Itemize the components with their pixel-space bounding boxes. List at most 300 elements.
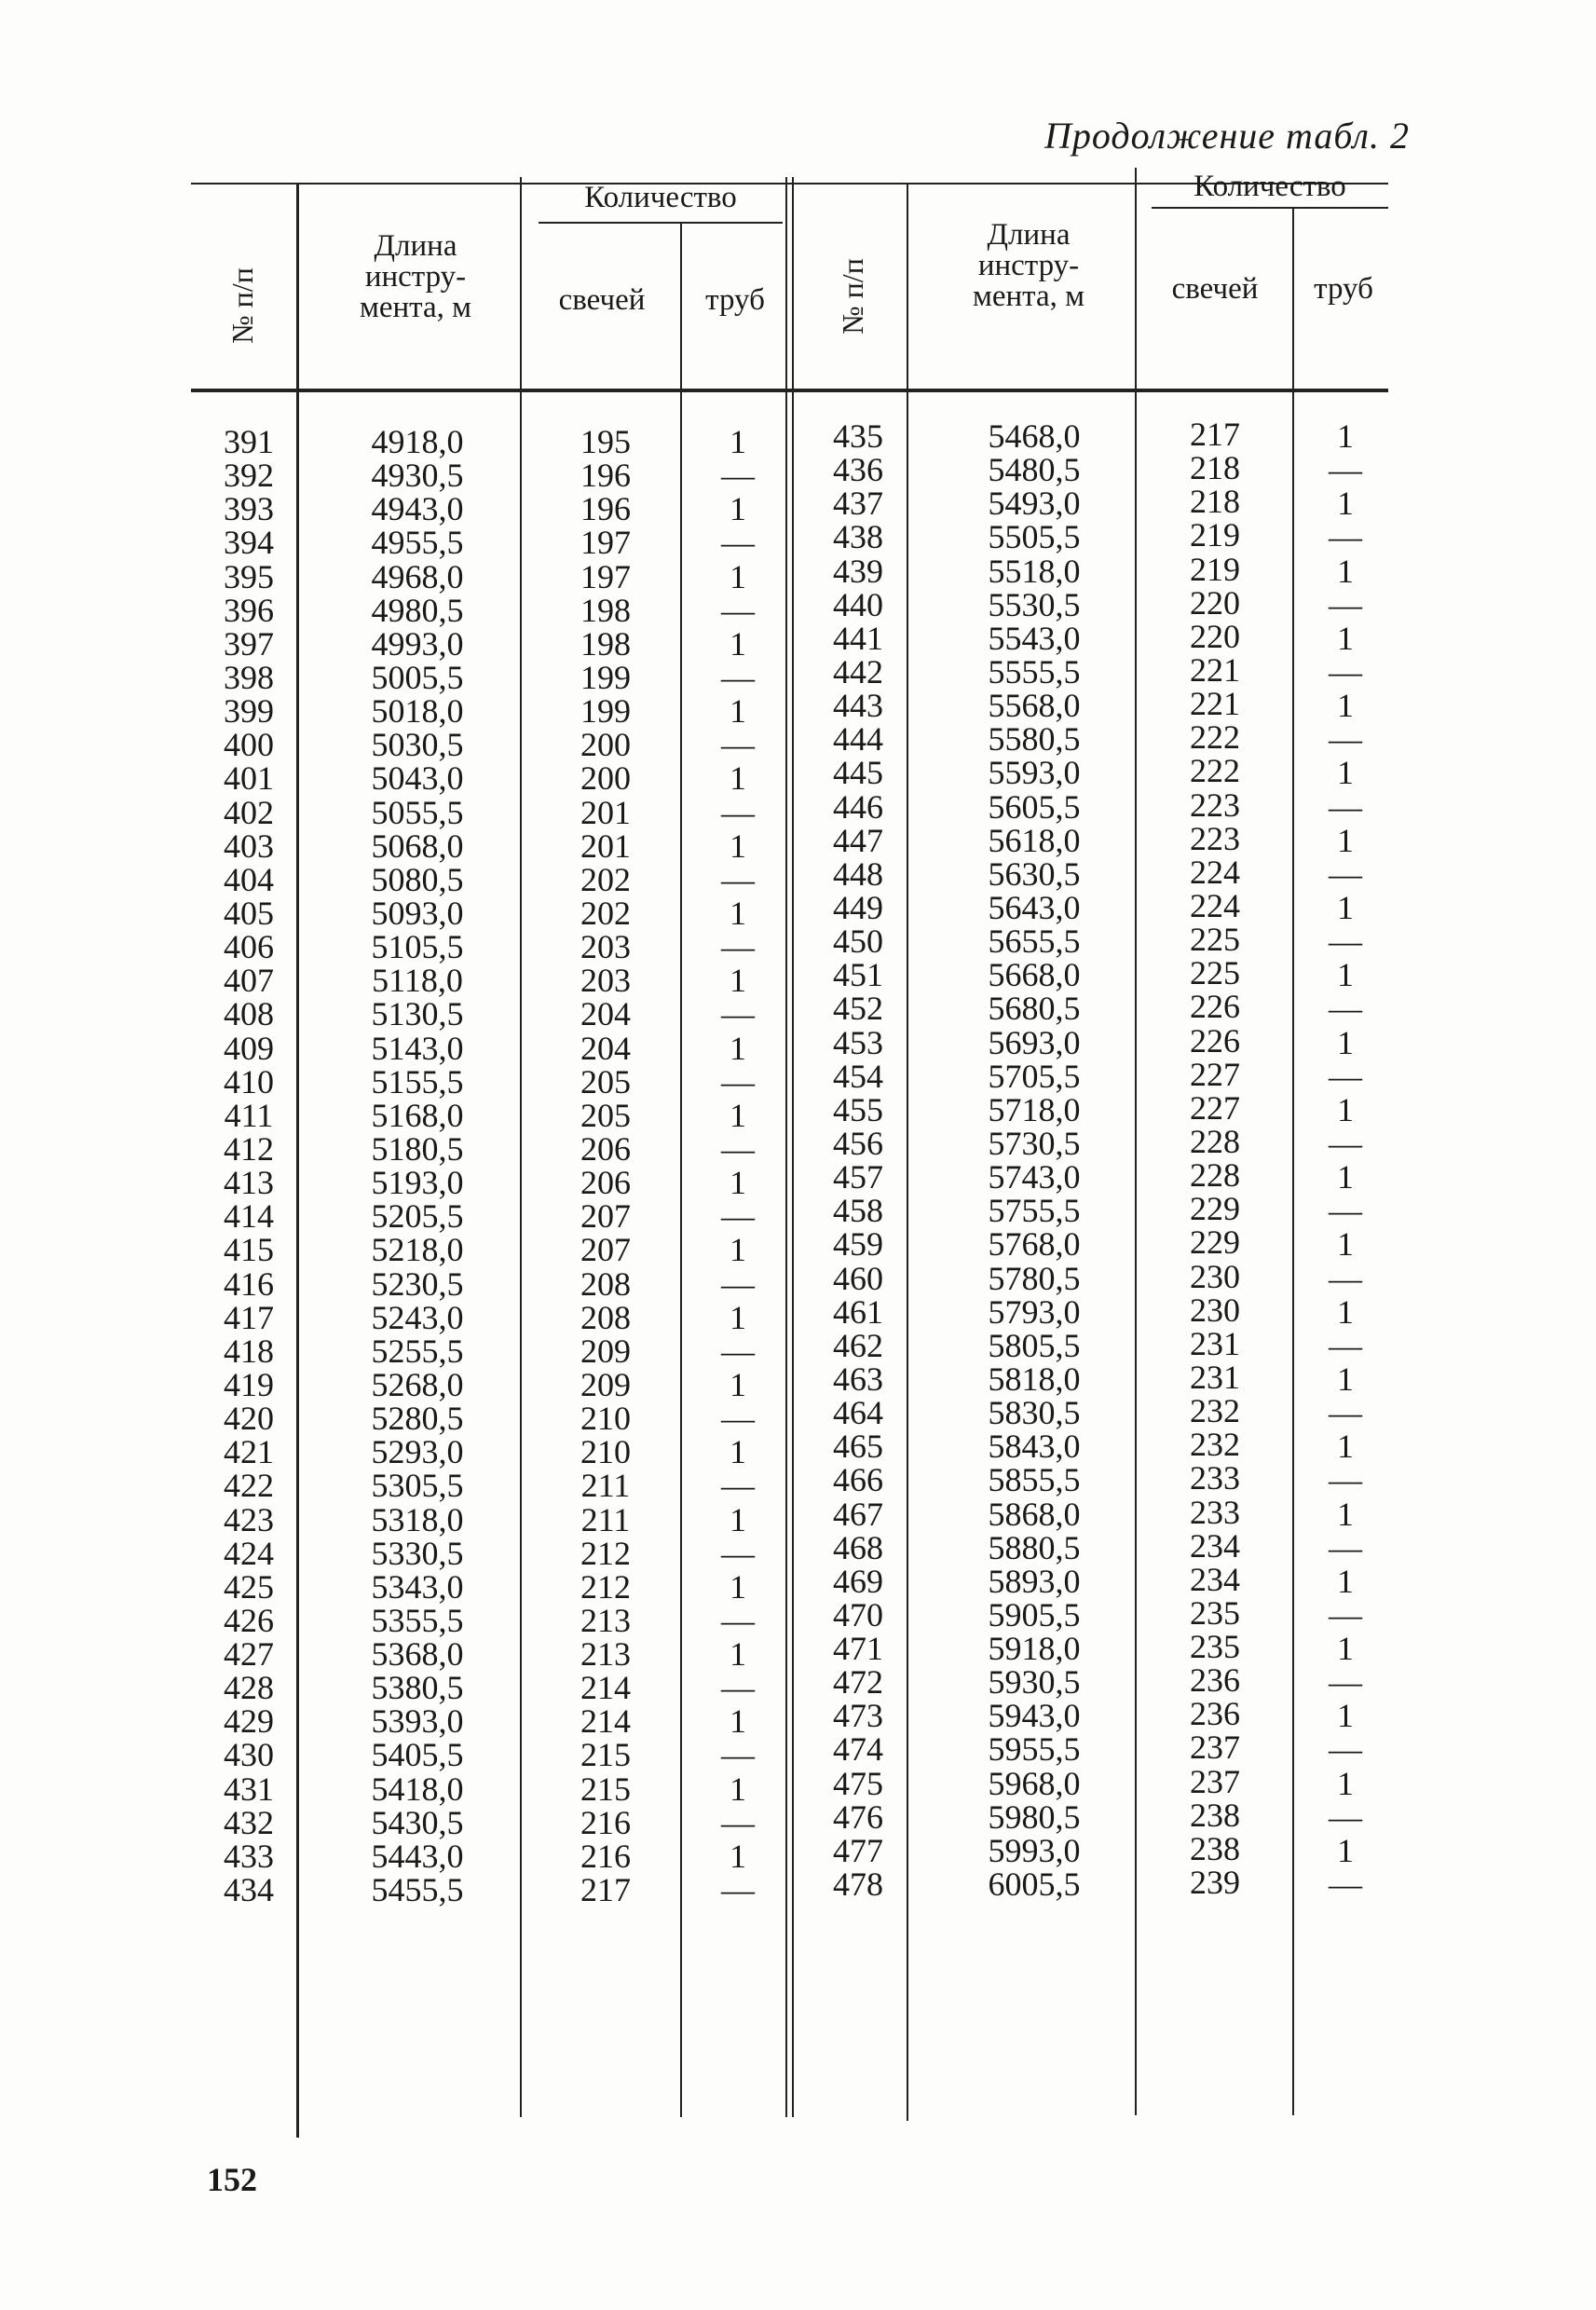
- table-cell: —: [721, 860, 755, 898]
- table-cell: 207: [580, 1197, 631, 1236]
- table-cell: —: [1329, 1528, 1362, 1566]
- table-cell: 226: [1190, 988, 1240, 1026]
- table-cell: 5618,0: [988, 821, 1081, 859]
- table-cell: 5843,0: [988, 1428, 1081, 1466]
- table-cell: 1: [1337, 619, 1354, 657]
- table-cell: 216: [580, 1803, 631, 1841]
- table-cell: 218: [1190, 483, 1240, 521]
- table-cell: 470: [833, 1595, 883, 1633]
- table-cell: 5155,5: [371, 1062, 464, 1100]
- table-cell: 430: [224, 1736, 274, 1774]
- table-cell: 472: [833, 1663, 883, 1702]
- table-cell: 225: [1190, 954, 1240, 992]
- table-cell: 232: [1190, 1426, 1240, 1464]
- table-cell: —: [1329, 1866, 1362, 1904]
- table-cell: 424: [224, 1534, 274, 1572]
- table-cell: 4993,0: [371, 624, 464, 663]
- table-cell: 1: [1337, 1428, 1354, 1466]
- table-cell: 416: [224, 1264, 274, 1303]
- table-cell: 423: [224, 1500, 274, 1538]
- table-cell: 407: [224, 962, 274, 1000]
- table-cell: 5118,0: [372, 962, 463, 1000]
- header-num-left: № п/п: [225, 267, 259, 344]
- table-cell: 237: [1190, 1762, 1240, 1800]
- table-cell: 5018,0: [371, 692, 464, 731]
- table-cell: 207: [580, 1231, 631, 1269]
- table-cell: 205: [580, 1096, 631, 1134]
- table-cell: 1: [1337, 821, 1354, 859]
- table-cell: 1: [1337, 1225, 1354, 1264]
- table-cell: 421: [224, 1433, 274, 1471]
- table-cell: 5805,5: [988, 1326, 1081, 1364]
- table-cell: 234: [1190, 1560, 1240, 1598]
- table-cell: 5255,5: [371, 1332, 464, 1370]
- table-cell: 4955,5: [371, 524, 464, 562]
- table-cell: 5443,0: [371, 1837, 464, 1875]
- table-cell: 233: [1190, 1459, 1240, 1497]
- table-cell: 414: [224, 1197, 274, 1236]
- table-cell: 5605,5: [988, 787, 1081, 826]
- table-cell: 426: [224, 1601, 274, 1639]
- table-cell: 230: [1190, 1291, 1240, 1329]
- table-cell: 455: [833, 1090, 883, 1128]
- table-cell: 209: [580, 1332, 631, 1370]
- table-cell: 466: [833, 1461, 883, 1499]
- table-cell: 206: [580, 1129, 631, 1168]
- table-cell: 449: [833, 888, 883, 926]
- table-cell: —: [1329, 1057, 1362, 1095]
- table-cell: —: [721, 1264, 755, 1303]
- table-cell: 5643,0: [988, 888, 1081, 926]
- table-cell: 473: [833, 1697, 883, 1735]
- table-cell: 5180,5: [371, 1129, 464, 1168]
- table-cell: 442: [833, 652, 883, 690]
- left-length-column: [343, 425, 492, 1907]
- table-cell: 1: [1337, 485, 1354, 523]
- left-num-column: [207, 425, 291, 1907]
- table-cell: 204: [580, 1029, 631, 1067]
- table-cell: 1: [730, 624, 746, 663]
- table-cell: 1: [1337, 417, 1354, 455]
- table-cell: 201: [580, 793, 631, 831]
- table-cell: —: [1329, 1259, 1362, 1297]
- table-cell: 446: [833, 787, 883, 826]
- table-cell: 196: [580, 490, 631, 528]
- table-cell: 445: [833, 754, 883, 792]
- table-cell: 223: [1190, 786, 1240, 824]
- table-cell: 1: [730, 894, 746, 932]
- table-cell: 5355,5: [371, 1601, 464, 1639]
- table-cell: 211: [580, 1500, 631, 1538]
- table-cell: 203: [580, 928, 631, 966]
- table-cell: 228: [1190, 1122, 1240, 1160]
- table-cell: 465: [833, 1428, 883, 1466]
- table-cell: —: [1329, 787, 1362, 826]
- table-cell: 1: [730, 827, 746, 865]
- table-cell: 464: [833, 1394, 883, 1432]
- table-cell: 217: [1190, 416, 1240, 453]
- table-cell: —: [1329, 1797, 1362, 1836]
- right-pipes-column: [1317, 417, 1373, 1904]
- table-cell: 233: [1190, 1493, 1240, 1531]
- table-cell: 5993,0: [988, 1831, 1081, 1869]
- table-cell: 459: [833, 1225, 883, 1264]
- table-cell: 197: [580, 557, 631, 595]
- table-cell: —: [1329, 518, 1362, 556]
- table-cell: 453: [833, 1023, 883, 1061]
- table-cell: 222: [1190, 752, 1240, 790]
- table-cell: 5468,0: [988, 417, 1081, 455]
- table-cell: 463: [833, 1360, 883, 1398]
- table-cell: 1: [730, 1500, 746, 1538]
- table-cell: 229: [1190, 1223, 1240, 1262]
- table-cell: 218: [1190, 449, 1240, 487]
- table-cell: 444: [833, 720, 883, 759]
- table-cell: 5168,0: [371, 1096, 464, 1134]
- table-cell: —: [721, 591, 755, 629]
- table-cell: 213: [580, 1601, 631, 1639]
- table-cell: 468: [833, 1528, 883, 1566]
- table-cell: 214: [580, 1669, 631, 1707]
- table-cell: 5030,5: [371, 726, 464, 764]
- rule-after-length-left: [520, 177, 522, 2117]
- table-cell: 5955,5: [988, 1730, 1081, 1769]
- table-cell: 5768,0: [988, 1225, 1081, 1264]
- table-cell: 448: [833, 854, 883, 893]
- table-cell: 5243,0: [371, 1298, 464, 1336]
- table-cell: 5680,5: [988, 990, 1081, 1028]
- table-cell: 457: [833, 1158, 883, 1196]
- table-cell: 5968,0: [988, 1764, 1081, 1802]
- table-cell: 228: [1190, 1156, 1240, 1195]
- table-cell: 454: [833, 1057, 883, 1095]
- table-cell: 214: [580, 1702, 631, 1741]
- table-cell: 433: [224, 1837, 274, 1875]
- table-cell: 201: [580, 827, 631, 865]
- table-cell: 1: [730, 1567, 746, 1606]
- table-cell: 5080,5: [371, 860, 464, 898]
- right-length-column: [960, 417, 1109, 1904]
- table-cell: 5668,0: [988, 956, 1081, 994]
- table-cell: —: [1329, 854, 1362, 893]
- table-cell: 5305,5: [371, 1467, 464, 1505]
- table-cell: 415: [224, 1231, 274, 1269]
- table-cell: 439: [833, 552, 883, 590]
- table-cell: —: [721, 1669, 755, 1707]
- table-cell: 469: [833, 1562, 883, 1600]
- table-cell: 418: [224, 1332, 274, 1370]
- table-cell: 460: [833, 1259, 883, 1297]
- table-cell: 431: [224, 1770, 274, 1808]
- table-cell: 467: [833, 1495, 883, 1533]
- table-cell: 427: [224, 1635, 274, 1674]
- table-cell: 452: [833, 990, 883, 1028]
- table-cell: 408: [224, 995, 274, 1033]
- table-cell: 5193,0: [371, 1164, 464, 1202]
- table-cell: 230: [1190, 1257, 1240, 1295]
- table-cell: 1: [730, 1096, 746, 1134]
- table-cell: 5430,5: [371, 1803, 464, 1841]
- table-cell: 5593,0: [988, 754, 1081, 792]
- table-cell: 202: [580, 860, 631, 898]
- rule-after-length-right: [1135, 168, 1137, 2115]
- table-cell: 213: [580, 1635, 631, 1674]
- table-cell: —: [1329, 1192, 1362, 1230]
- table-cell: 200: [580, 726, 631, 764]
- table-cell: —: [721, 457, 755, 495]
- table-cell: 428: [224, 1669, 274, 1707]
- table-cell: —: [721, 1129, 755, 1168]
- table-cell: 5530,5: [988, 585, 1081, 623]
- table-cell: 475: [833, 1764, 883, 1802]
- table-cell: 4968,0: [371, 557, 464, 595]
- table-cell: 199: [580, 692, 631, 731]
- table-cell: —: [1329, 1595, 1362, 1633]
- table-cell: 474: [833, 1730, 883, 1769]
- table-cell: 438: [833, 518, 883, 556]
- table-cell: 1: [730, 557, 746, 595]
- table-cell: 234: [1190, 1526, 1240, 1565]
- table-cell: 212: [580, 1567, 631, 1606]
- table-cell: 395: [224, 557, 274, 595]
- table-cell: 440: [833, 585, 883, 623]
- table-cell: 417: [224, 1298, 274, 1336]
- table-cell: 206: [580, 1164, 631, 1202]
- table-cell: 393: [224, 490, 274, 528]
- table-cell: 5555,5: [988, 652, 1081, 690]
- table-cell: 5743,0: [988, 1158, 1081, 1196]
- table-cell: 197: [580, 524, 631, 562]
- table-cell: 5055,5: [371, 793, 464, 831]
- table-cell: 413: [224, 1164, 274, 1202]
- table-cell: 400: [224, 726, 274, 764]
- table-cell: —: [1329, 1730, 1362, 1769]
- table-cell: 1: [730, 1231, 746, 1269]
- table-cell: —: [721, 1062, 755, 1100]
- table-cell: —: [1329, 1394, 1362, 1432]
- table-cell: 458: [833, 1192, 883, 1230]
- table-cell: 4930,5: [371, 457, 464, 495]
- table-cell: —: [721, 793, 755, 831]
- table-cell: 6005,5: [988, 1866, 1081, 1904]
- table-cell: 231: [1190, 1324, 1240, 1362]
- header-quantity-left: Количество: [584, 181, 737, 214]
- table-cell: 1: [1337, 1495, 1354, 1533]
- table-cell: 447: [833, 821, 883, 859]
- table-cell: 402: [224, 793, 274, 831]
- table-cell: 238: [1190, 1796, 1240, 1834]
- table-cell: 239: [1190, 1864, 1240, 1902]
- table-cell: 5793,0: [988, 1292, 1081, 1331]
- table-cell: 1: [1337, 1630, 1354, 1668]
- quantity-subrule-right: [1152, 207, 1388, 209]
- table-cell: 392: [224, 457, 274, 495]
- table-cell: 5368,0: [371, 1635, 464, 1674]
- table-cell: 5580,5: [988, 720, 1081, 759]
- table-cell: 1: [1337, 1090, 1354, 1128]
- double-rule-b: [792, 177, 794, 2117]
- table-cell: 419: [224, 1365, 274, 1403]
- table-cell: 5905,5: [988, 1595, 1081, 1633]
- table-cell: 391: [224, 423, 274, 460]
- table-caption: Продолжение табл. 2: [1044, 115, 1410, 157]
- table-cell: 217: [580, 1871, 631, 1909]
- table-cell: 1: [730, 692, 746, 731]
- table-cell: 208: [580, 1264, 631, 1303]
- table-cell: 1: [1337, 1697, 1354, 1735]
- header-stands-right: свечей: [1171, 272, 1259, 306]
- table-cell: 5393,0: [371, 1702, 464, 1741]
- table-cell: 5093,0: [371, 894, 464, 932]
- table-cell: 403: [224, 827, 274, 865]
- header-num-right: № п/п: [836, 258, 869, 335]
- table-cell: 5330,5: [371, 1534, 464, 1572]
- table-cell: 5130,5: [371, 995, 464, 1033]
- table-cell: 1: [730, 1702, 746, 1741]
- table-cell: 5893,0: [988, 1562, 1081, 1600]
- table-cell: —: [1329, 585, 1362, 623]
- table-cell: 223: [1190, 819, 1240, 857]
- table-cell: —: [1329, 1663, 1362, 1702]
- table-cell: 411: [224, 1096, 274, 1134]
- table-cell: 5880,5: [988, 1528, 1081, 1566]
- quantity-subrule-left: [539, 222, 783, 224]
- table-cell: 222: [1190, 718, 1240, 757]
- table-cell: 478: [833, 1866, 883, 1904]
- table-cell: 5730,5: [988, 1124, 1081, 1162]
- table-cell: 451: [833, 956, 883, 994]
- table-cell: 5543,0: [988, 619, 1081, 657]
- table-cell: 5230,5: [371, 1264, 464, 1303]
- table-cell: 396: [224, 591, 274, 629]
- table-cell: 5655,5: [988, 923, 1081, 961]
- table-cell: 5318,0: [371, 1500, 464, 1538]
- table-cell: —: [721, 1534, 755, 1572]
- table-cell: —: [1329, 923, 1362, 961]
- table-cell: 215: [580, 1770, 631, 1808]
- table-cell: 204: [580, 995, 631, 1033]
- table-cell: 200: [580, 759, 631, 798]
- table-cell: 5518,0: [988, 552, 1081, 590]
- table-cell: 443: [833, 687, 883, 725]
- header-pipes-left: труб: [705, 283, 765, 317]
- table-cell: 238: [1190, 1829, 1240, 1867]
- table-cell: 5068,0: [371, 827, 464, 865]
- table-cell: 5218,0: [371, 1231, 464, 1269]
- table-cell: 210: [580, 1400, 631, 1438]
- table-cell: —: [1329, 1461, 1362, 1499]
- table-cell: 432: [224, 1803, 274, 1841]
- table-cell: 211: [580, 1467, 631, 1505]
- table-cell: 5568,0: [988, 687, 1081, 725]
- table-cell: 409: [224, 1029, 274, 1067]
- table-cell: 215: [580, 1736, 631, 1774]
- table-cell: 5343,0: [371, 1567, 464, 1606]
- table-cell: 205: [580, 1062, 631, 1100]
- table-cell: 5855,5: [988, 1461, 1081, 1499]
- table-cell: 236: [1190, 1695, 1240, 1733]
- table-cell: 209: [580, 1365, 631, 1403]
- table-cell: 1: [730, 1433, 746, 1471]
- table-cell: 235: [1190, 1593, 1240, 1632]
- table-cell: 1: [730, 1029, 746, 1067]
- table-cell: 5693,0: [988, 1023, 1081, 1061]
- table-cell: 237: [1190, 1729, 1240, 1767]
- table-cell: 441: [833, 619, 883, 657]
- table-cell: 5718,0: [988, 1090, 1081, 1128]
- table-cell: 5705,5: [988, 1057, 1081, 1095]
- table-cell: 5455,5: [371, 1871, 464, 1909]
- table-cell: 224: [1190, 886, 1240, 924]
- table-cell: 212: [580, 1534, 631, 1572]
- table-cell: —: [721, 1197, 755, 1236]
- rule-after-num-left: [296, 183, 299, 2138]
- table-cell: —: [721, 524, 755, 562]
- table-cell: 5818,0: [988, 1360, 1081, 1398]
- table-cell: 219: [1190, 550, 1240, 588]
- table-cell: 203: [580, 962, 631, 1000]
- table-cell: 1: [730, 1837, 746, 1875]
- page-number: 152: [207, 2161, 257, 2198]
- table-cell: 5205,5: [371, 1197, 464, 1236]
- table-cell: 1: [1337, 552, 1354, 590]
- table-cell: 196: [580, 457, 631, 495]
- table-cell: —: [721, 928, 755, 966]
- table-cell: —: [721, 726, 755, 764]
- table-cell: 220: [1190, 617, 1240, 655]
- table-cell: —: [1329, 990, 1362, 1028]
- table-cell: 5405,5: [371, 1736, 464, 1774]
- table-cell: 434: [224, 1871, 274, 1909]
- header-quantity-right: Количество: [1194, 170, 1346, 203]
- table-cell: —: [1329, 1124, 1362, 1162]
- table-cell: 5868,0: [988, 1495, 1081, 1533]
- left-stands-column: [559, 425, 652, 1907]
- table-cell: 5143,0: [371, 1029, 464, 1067]
- table-cell: 198: [580, 624, 631, 663]
- table-cell: —: [1329, 1326, 1362, 1364]
- table-cell: 1: [730, 1164, 746, 1202]
- header-bottom-rule: [191, 389, 1388, 392]
- rule-between-stands-pipes-left: [680, 224, 682, 2117]
- table-cell: 406: [224, 928, 274, 966]
- table-cell: 436: [833, 451, 883, 489]
- table-cell: 232: [1190, 1392, 1240, 1430]
- rule-after-num-right: [907, 183, 908, 2121]
- table-cell: 202: [580, 894, 631, 932]
- table-cell: 227: [1190, 1055, 1240, 1093]
- table-cell: 225: [1190, 921, 1240, 959]
- table-cell: 477: [833, 1831, 883, 1869]
- table-cell: 1: [730, 1298, 746, 1336]
- table-cell: 198: [580, 591, 631, 629]
- table-cell: —: [721, 1400, 755, 1438]
- table-cell: 456: [833, 1124, 883, 1162]
- right-num-column: [816, 417, 900, 1904]
- left-pipes-column: [710, 425, 766, 1907]
- table-cell: 397: [224, 624, 274, 663]
- table-cell: 1: [730, 1365, 746, 1403]
- table-cell: 4980,5: [371, 591, 464, 629]
- table-cell: 420: [224, 1400, 274, 1438]
- table-cell: 5918,0: [988, 1630, 1081, 1668]
- table-cell: 429: [224, 1702, 274, 1741]
- table-cell: 394: [224, 524, 274, 562]
- table-cell: —: [721, 1467, 755, 1505]
- table-cell: 210: [580, 1433, 631, 1471]
- table-cell: 5280,5: [371, 1400, 464, 1438]
- table-cell: 5005,5: [371, 658, 464, 696]
